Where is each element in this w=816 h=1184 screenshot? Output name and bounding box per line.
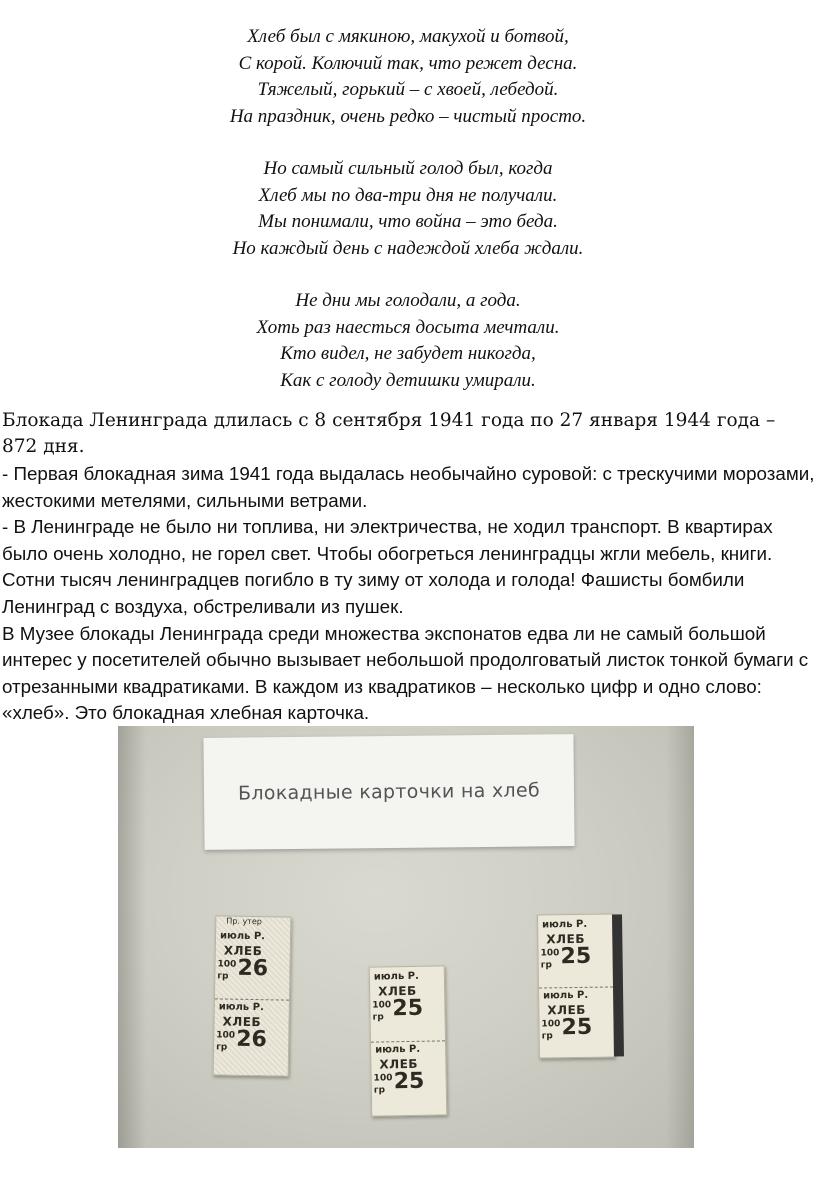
coupon-word: ХЛЕБ — [222, 1014, 262, 1030]
coupon-word: ХЛЕБ — [546, 931, 586, 947]
poem-line: Хлеб был с мякиною, макухой и ботвой, — [247, 26, 569, 47]
poem — [0, 24, 816, 420]
coupon-month: июль Р. — [375, 1043, 421, 1056]
coupon-unit: гр — [373, 1085, 386, 1096]
ration-coupon — [214, 998, 289, 1070]
coupon-number: 25 — [561, 1014, 593, 1041]
poem-line: На праздник, очень редко – чистый просто. — [229, 105, 587, 127]
card-stub-stripe — [612, 914, 624, 1056]
coupon-month: июль Р. — [218, 1001, 264, 1014]
coupon-number: 25 — [392, 995, 424, 1022]
poem-line: Кто видел, не забудет никогда, — [280, 343, 536, 364]
paragraph: - Первая блокадная зима 1941 года выдалась необычайно суровой: с трескучими морозами, жестокими метелями, сильными ветрами. — [2, 463, 815, 511]
paragraph: Сотни тысяч ленинградцев погибло в ту зиму от холода и голода! Фашисты бомбили Ленинград с воздуха, обстреливали из пушек. — [2, 569, 745, 617]
ration-card — [213, 915, 292, 1076]
ration-coupon — [539, 986, 614, 1056]
intro-paragraph: Блокада Ленинграда длилась с 8 сентября 1941 года по 27 января 1944 года – 872 дня. — [2, 410, 776, 457]
coupon-grams: 100 — [217, 959, 237, 970]
paragraph: В Музее блокады Ленинграда среди множества экспонатов едва ли не самый большой интерес у посетителей обычно вызывает небольшой продолговатый листок тонкой бумаги с отрезанными квадратиками. В каждом из квадратиков – несколько цифр и одно слово: «хлеб». Это блокадная хлебная карточка. — [2, 622, 809, 724]
poem-line: Но самый сильный голод был, когда — [263, 158, 553, 179]
poem-line: Хлеб мы по два-три дня не получали. — [258, 184, 558, 206]
ration-coupon — [538, 916, 613, 985]
coupon-word: ХЛЕБ — [378, 983, 417, 999]
coupon-number: 25 — [560, 943, 592, 970]
coupon-number: 26 — [236, 1026, 268, 1053]
coupon-unit: гр — [372, 1012, 384, 1023]
poem-stanza-2 — [0, 156, 816, 262]
coupon-unit: гр — [540, 960, 552, 971]
coupon-number: 25 — [393, 1068, 425, 1095]
coupon-number: 26 — [237, 955, 269, 982]
photo-shadow — [666, 726, 694, 1148]
poem-stanza-3 — [0, 288, 816, 394]
ration-card — [537, 913, 615, 1058]
coupon-grams: 100 — [372, 1000, 392, 1011]
poem-line: С корой. Колючий так, что режет десна. — [238, 52, 578, 74]
poem-line: Мы понимали, что война – это беда. — [258, 211, 558, 232]
coupon-month: июль Р. — [542, 918, 588, 931]
coupon-grams: 100 — [373, 1073, 393, 1084]
coupon-unit: гр — [541, 1031, 553, 1042]
ration-coupon — [370, 968, 445, 1039]
photo-shadow — [118, 726, 146, 1148]
coupon-unit: гр — [217, 971, 229, 982]
paragraph: - В Ленинграде не было ни топлива, ни электричества, не ходил транспорт. В квартирах было очень холодно, не горел свет. Чтобы обогреться ленинградцы жгли мебель, книги. — [2, 516, 773, 564]
coupon-grams: 100 — [541, 1019, 561, 1030]
ration-coupon — [215, 928, 290, 997]
card-header: Пр. утер — [226, 916, 262, 927]
coupon-word: ХЛЕБ — [379, 1056, 419, 1072]
poem-line: Не дни мы голодали, а года. — [295, 290, 521, 311]
coupon-word: ХЛЕБ — [223, 943, 263, 959]
poem-line: Хоть раз наесться досыта мечтали. — [256, 316, 560, 338]
museum-sign — [203, 734, 574, 850]
coupon-grams: 100 — [540, 948, 560, 959]
coupon-month: июль Р. — [219, 930, 266, 943]
coupon-month: июль Р. — [543, 989, 589, 1002]
poem-stanza-1 — [0, 24, 816, 130]
coupon-word: ХЛЕБ — [547, 1002, 586, 1018]
body-text — [2, 461, 816, 727]
museum-sign-text: Блокадные карточки на хлеб — [237, 779, 541, 805]
ration-coupon — [371, 1040, 446, 1112]
coupon-unit: гр — [216, 1042, 228, 1053]
coupon-month: июль Р. — [373, 970, 419, 983]
coupon-grams: 100 — [216, 1030, 236, 1041]
poem-line: Как с голоду детишки умирали. — [280, 369, 536, 391]
ration-cards-photo — [118, 726, 694, 1148]
poem-line: Тяжелый, горький – с хвоей, лебедой. — [257, 79, 559, 100]
poem-line: Но каждый день с надеждой хлеба ждали. — [232, 237, 584, 259]
ration-card — [369, 965, 448, 1116]
